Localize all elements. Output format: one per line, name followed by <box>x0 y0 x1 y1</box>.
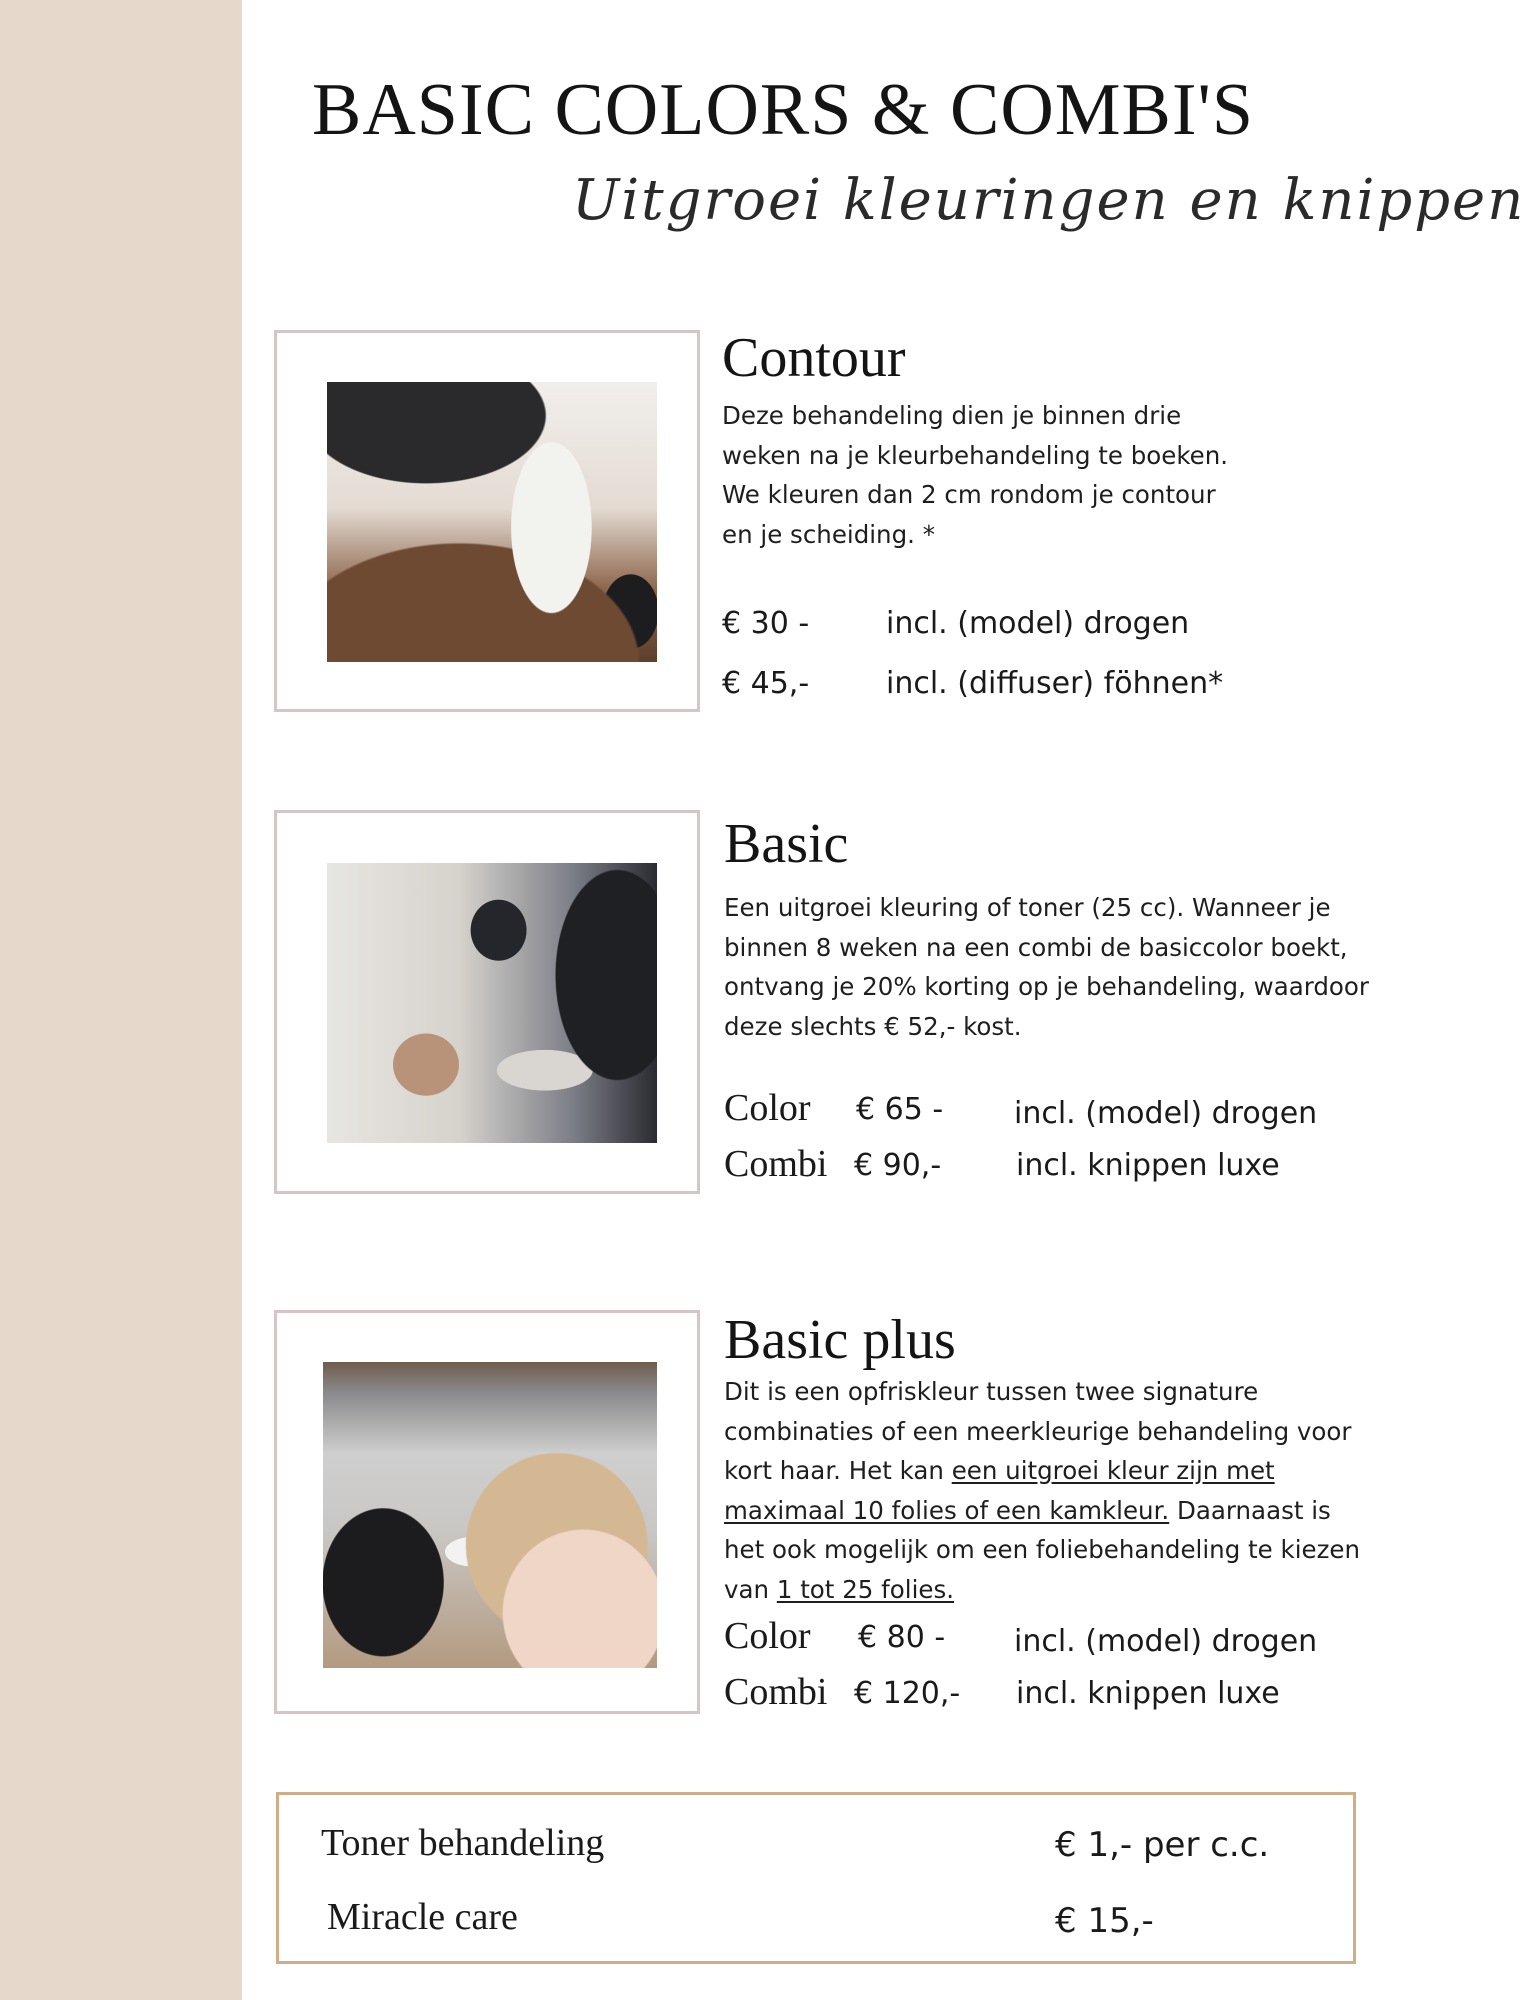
page-subtitle: Uitgroei kleuringen en knippen <box>572 168 1525 233</box>
basic-plus-combi-label: Combi <box>724 1671 828 1713</box>
basic-photo-frame <box>274 810 700 1194</box>
basic-plus-photo-frame <box>274 1310 700 1714</box>
contour-photo-frame <box>274 330 700 712</box>
contour-description: Deze behandeling dien je binnen drie weken na je kleurbehandeling te boeken. We kleuren dan 2 cm rondom je contour en je scheiding. * <box>722 401 1229 549</box>
basic-plus-color-note: incl. (model) drogen <box>1014 1624 1318 1659</box>
basic-color-price: € 65 - <box>856 1092 944 1127</box>
contour-note-2: incl. (diffuser) föhnen* <box>886 666 1224 701</box>
sidebar-strip <box>0 0 242 2000</box>
basic-color-note: incl. (model) drogen <box>1014 1096 1318 1131</box>
basic-title: Basic <box>724 813 849 875</box>
extra-price-miracle-care: € 15,- <box>1055 1901 1154 1941</box>
contour-price-2: € 45,- <box>722 666 810 701</box>
basic-plus-title: Basic plus <box>724 1309 956 1371</box>
basic-plus-desc-part-2: Daarnaast is het ook mogelijk om een foliebehandeling te kiezen van <box>724 1495 1361 1604</box>
basic-combi-price: € 90,- <box>854 1148 942 1183</box>
basic-color-label: Color <box>724 1087 811 1129</box>
basic-plus-color-price: € 80 - <box>858 1620 946 1655</box>
page-title: BASIC COLORS & COMBI'S <box>312 69 1255 151</box>
basic-plus-desc-part-1: Dit is een opfriskleur tussen twee signature combinaties of een meerkleurige behandeling voor kort haar. Het kan <box>724 1377 1352 1485</box>
basic-plus-desc-underline-1: een uitgroei kleur zijn met maximaal 10 folies of een kamkleur. <box>724 1456 1275 1525</box>
basic-photo <box>327 863 657 1143</box>
contour-photo <box>327 382 657 662</box>
extra-label-toner: Toner behandeling <box>321 1822 605 1864</box>
basic-plus-combi-note: incl. knippen luxe <box>1016 1676 1280 1711</box>
basic-plus-desc-underline-2: 1 tot 25 folies. <box>776 1574 955 1604</box>
basic-plus-photo <box>323 1362 657 1668</box>
extra-label-miracle-care: Miracle care <box>327 1896 518 1938</box>
basic-combi-note: incl. knippen luxe <box>1016 1148 1280 1183</box>
basic-plus-description <box>724 1372 1364 1609</box>
basic-combi-label: Combi <box>724 1143 828 1185</box>
contour-note-1: incl. (model) drogen <box>886 606 1190 641</box>
basic-plus-color-label: Color <box>724 1615 811 1657</box>
basic-plus-combi-price: € 120,- <box>854 1676 961 1711</box>
contour-title: Contour <box>722 327 906 389</box>
extras-box <box>276 1792 1356 1964</box>
extra-price-toner: € 1,- per c.c. <box>1055 1825 1270 1865</box>
basic-description: Een uitgroei kleuring of toner (25 cc). Wanneer je binnen 8 weken na een combi de basiccolor boekt, ontvang je 20% korting op je behandeling, waardoor deze slechts € 52,- kost. <box>724 893 1369 1041</box>
contour-price-1: € 30 - <box>722 606 810 641</box>
